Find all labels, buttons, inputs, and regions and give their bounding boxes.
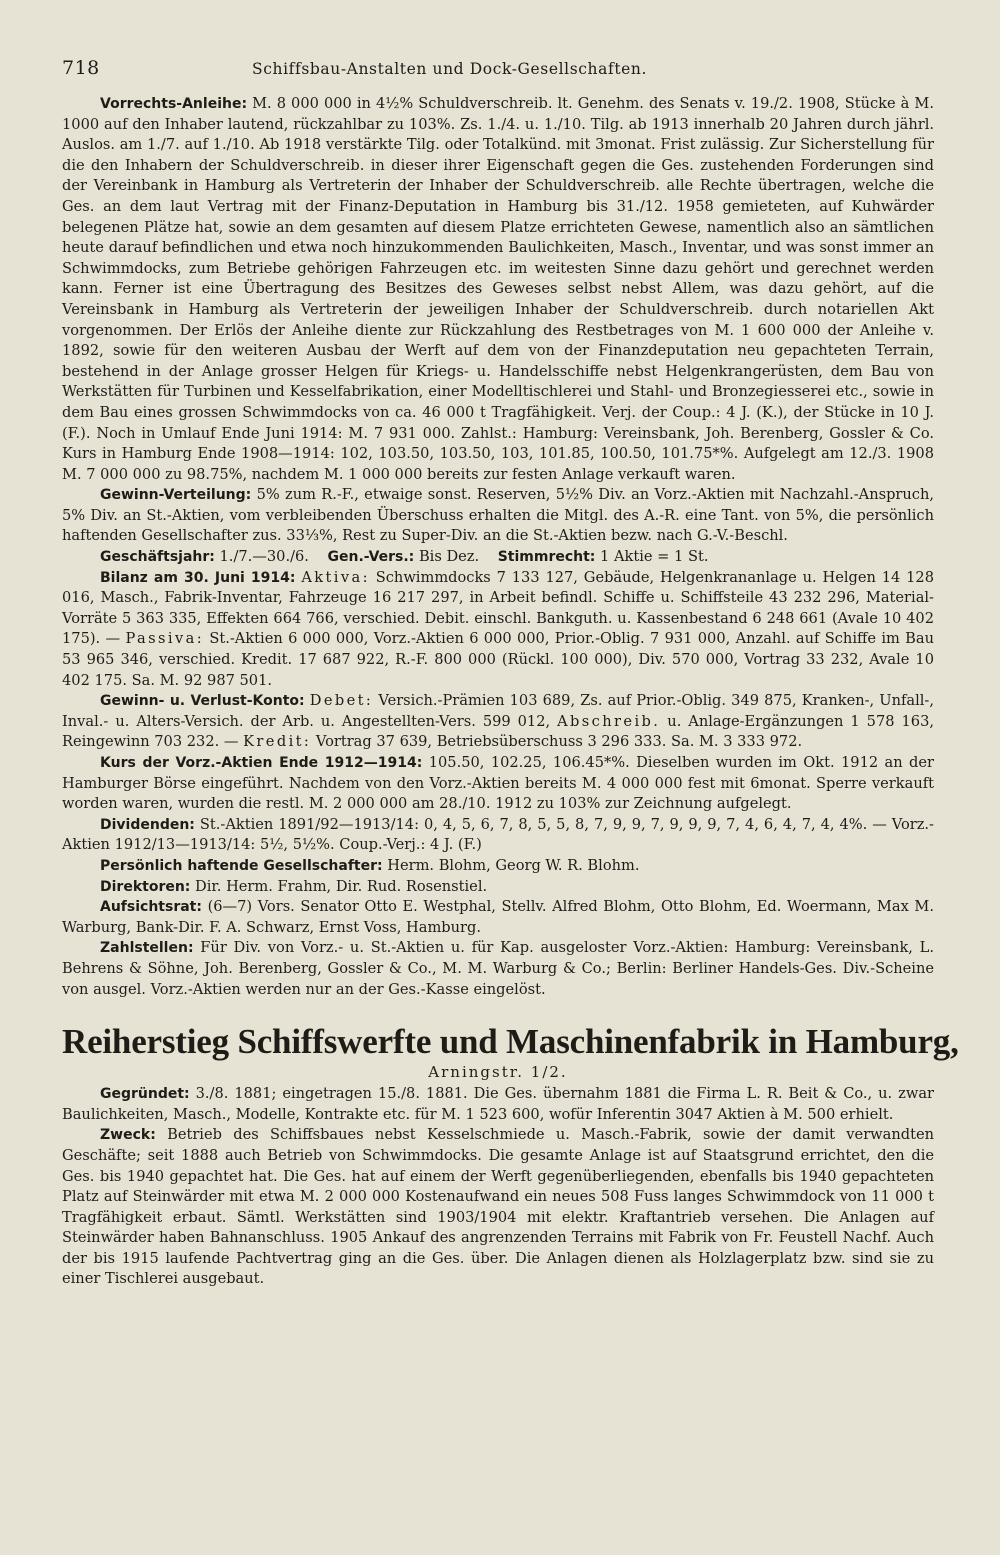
section-text: Schwimmdocks 7 133 127, Gebäude, Helgenkrananlage u. Helgen 14 128 016, Masch., Fabrik-Inventar, Fahrzeuge 16 217 297, in Arbeit befindl. Schiffe u. Schiffsteile 43 232 296, Material-Vorräte 5 363 335, Effekten 664 766, verschied. Debit. einschl. Bankguth. u. Kassenbestand 6 248 661 (Avale 10 402 175). — [62, 568, 934, 648]
section-label: Gewinn-Verteilung: [100, 487, 252, 504]
section-text: Herm. Blohm, Georg W. R. Blohm. [387, 856, 640, 874]
section-text: 5% zum R.-F., etwaige sonst. Reserven, 5½% Div. an Vorz.-Aktien mit Nachzahl.-Anspruch, 5% Div. an St.-Aktien, vom verbleibenden Überschuss erhalten die Mitgl. des A.-R. eine Tant. von 5%, die persönlich haftenden Gesellschafter zus. 33⅓%, Rest zu Super-Div. an die St.-Aktien bezw. nach G.-V.-Beschl. [62, 486, 935, 545]
paragraph-aufsichtsrat [62, 897, 934, 938]
paragraph-gesellschafter [62, 856, 934, 877]
spaced-heading: Debet: [309, 692, 374, 710]
paragraph-bilanz [62, 568, 934, 692]
paragraph-direktoren [62, 877, 934, 898]
company-title: Reiherstieg Schiffswerfte und Maschinenfabrik in Hamburg, [62, 1022, 959, 1062]
section-text: 105.50, 102.25, 106.45*%. Dieselben wurden im Okt. 1912 an der Hamburger Börse eingeführt. Nachdem von den Vorz.-Aktien bereits M. 4 000 000 fest mit 6monat. Sperre verkauft worden waren, wurden die restl. M. 2 000 000 am 28./10. 1912 zu 103% zur Zeichnung aufgelegt. [62, 754, 934, 813]
paragraph-gewinn-verlust [62, 691, 934, 753]
section-text: Bis Dez. [418, 548, 480, 566]
paragraph-zahlstellen [62, 938, 934, 1000]
section-label: Bilanz am 30. Juni 1914: [100, 569, 296, 586]
running-title: Schiffsbau-Anstalten und Dock-Gesellschaften. [252, 60, 648, 78]
section-text: Dir. Herm. Frahm, Dir. Rud. Rosenstiel. [195, 877, 488, 895]
paragraph-geschaeftsjahr [62, 547, 934, 568]
section-label: Dividenden: [100, 816, 195, 833]
body-text [62, 94, 934, 1000]
section-label: Zahlstellen: [100, 940, 194, 957]
section-text: u. Anlage-Ergänzungen 1 578 163, Reingewinn 703 232. — [62, 712, 934, 751]
section-text: St.-Aktien 6 000 000, Vorz.-Aktien 6 000 000, Prior.-Oblig. 7 931 000, Anzahl. auf Schiffe im Bau 53 965 346, verschied. Kredit. 17 687 922, R.-F. 800 000 (Rückl. 100 000), Div. 570 000, Vortrag 33 232, Avale 10 402 175. Sa. M. 92 987 501. [62, 630, 934, 689]
section-text: Vortrag 37 639, Betriebsüberschuss 3 296 333. Sa. M. 3 333 972. [311, 733, 803, 751]
company-address: Arningstr. 1/2. [428, 1063, 568, 1082]
section-text: 1./7.—30./6. [219, 548, 309, 566]
section-text: 3./8. 1881; eingetragen 15./8. 1881. Die Ges. übernahm 1881 die Firma L. R. Beit & Co., u. zwar Baulichkeiten, Masch., Modelle, Kontrakte etc. für M. 1 523 600, wofür Inferentin 3047 Aktien à M. 500 erhielt. [62, 1085, 935, 1123]
section-label: Zweck: [100, 1127, 156, 1144]
section-label: Vorrechts-Anleihe: [100, 96, 248, 112]
section-label: Gen.-Vers.: [327, 549, 415, 566]
paragraph-dividenden [62, 815, 934, 856]
section-label: Aufsichtsrat: [100, 899, 202, 916]
paragraph-gegruendet [62, 1084, 934, 1125]
spaced-heading: Passiva: [125, 630, 205, 648]
section-label: Gegründet: [100, 1086, 190, 1103]
spaced-heading: Abschreib. [557, 712, 661, 730]
section-label: Gewinn- u. Verlust-Konto: [100, 693, 305, 710]
section-label: Persönlich haftende Gesellschafter: [100, 857, 383, 874]
section-label: Stimmrecht: [497, 549, 596, 566]
section-label: Kurs der Vorz.-Aktien Ende 1912—1914: [100, 755, 423, 771]
section-text: St.-Aktien 1891/92—1913/14: 0, 4, 5, 6, 7, 8, 5, 5, 8, 7, 9, 9, 7, 9, 9, 9, 7, 4, 6, 4, 7, 4, 4%. — Vorz.-Aktien 1912/13—1913/14: 5½, 5½%. Coup.-Verj.: 4 J. (F.) [62, 815, 934, 854]
paragraph-vorrechts-anleihe [62, 94, 934, 485]
section-text: Betrieb des Schiffsbaues nebst Kesselschmiede u. Masch.-Fabrik, sowie der damit verwandten Geschäfte; seit 1888 auch Betrieb von Schwimmdocks. Die gesamte Anlage ist auf Staatsgrund errichtet, den die Ges. bis 1940 gepachtet hat. Die Ges. hat auf einem der Werft gegenüberliegenden, ebenfalls bis 1940 gepachteten Platz auf Steinwärder mit etwa M. 2 000 000 Kostenaufwand ein neues 508 Fuss langes Schwimmdock von 11 000 t Tragfähigkeit erbaut. Sämtl. Werkstätten sind 1903/1904 mit elektr. Kraftantrieb versehen. Die Anlagen auf Steinwärder haben Bahnanschluss. 1905 Ankauf des angrenzenden Terrains mit Fabrik von Fr. Feustell Nachf. Auch der bis 1915 laufende Pachtvertrag ging an die Ges. über. Die Anlagen dienen als Holzlagerplatz bzw. sind sie zu einer Tischlerei ausgebaut. [62, 1126, 934, 1288]
paragraph-kurs-vorz-aktien [62, 753, 934, 815]
spaced-heading: Kredit: [243, 733, 312, 751]
section-label: Geschäftsjahr: [100, 549, 215, 566]
spaced-heading: Aktiva: [301, 568, 370, 586]
section-text: 1 Aktie = 1 St. [600, 548, 709, 566]
paragraph-gewinn-verteilung [62, 485, 934, 547]
company-body-text [62, 1084, 934, 1290]
page-number: 718 [62, 57, 100, 79]
section-text: M. 8 000 000 in 4½% Schuldverschreib. lt. Genehm. des Senats v. 19./2. 1908, Stücke à M. 1000 auf den Inhaber lautend, rückzahlbar zu 103%. Zs. 1./4. u. 1./10. Tilg. ab 1913 innerhalb 20 Jahren durch jährl. Auslos. am 1./7. auf 1./10. Ab 1918 verstärkte Tilg. oder Totalkünd. mit 3monat. Frist zulässig. Zur Sicherstellung für die den Inhabern der Schuldverschreib. in dieser ihrer Eigenschaft gegen die Ges. zustehenden Forderungen sind der Vereinbank in Hamburg als Vertreterin der Inhaber der Schuldverschreib. alle Rechte übertragen, welche die Ges. an dem laut Vertrag mit der Finanz-Deputation in Hamburg bis 31./12. 1958 gemieteten, auf Kuhwärder belegenen Plätze hat, sowie an dem gesamten auf diesem Platze errichteten Gewese, namentlich also an sämtlichen heute darauf befindlichen und etwa noch hinzukommenden Baulichkeiten, Masch., Inventar, und was sonst immer an Schwimmdocks, zum Betriebe gehörigen Fahrzeugen etc. im weitesten Sinne dazu gehört und gerechnet werden kann. Ferner ist eine Übertragung des Besitzes des Geweses selbst nebst Allem, was dazu gehört, auf die Vereinsbank in Hamburg als Vertreterin der jeweiligen Inhaber der Schuldverschreib. durch notariellen Akt vorgenommen. Der Erlös der Anleihe diente zur Rückzahlung des Restbetrages von M. 1 600 000 der Anleihe v. 1892, sowie für den weiteren Ausbau der Werft auf dem von der Finanzdeputation neu gepachteten Terrain, bestehend in der Anlage grosser Helgen für Kriegs- u. Handelsschiffe nebst Helgenkrangerüsten, dem Bau von Werkstätten für Turbinen und Kesselfabrikation, einer Modelltischlerei und Stahl- und Bronzegiesserei etc., sowie in dem Bau eines grossen Schwimmdocks von ca. 46 000 t Tragfähigkeit. Verj. der Coup.: 4 J. (K.), der Stücke in 10 J. (F.). Noch in Umlauf Ende Juni 1914: M. 7 931 000. Zahlst.: Hamburg: Vereinsbank, Joh. Berenberg, Gossler & Co. Kurs in Hamburg Ende 1908—1914: 102, 103.50, 103.50, 103, 101.85, 100.50, 101.75*%. Aufgelegt am 12./3. 1908 M. 7 000 000 zu 98.75%, nachdem M. 1 000 000 bereits zur festen Anlage verkauft waren. [62, 95, 934, 483]
section-text: (6—7) Vors. Senator Otto E. Westphal, Stellv. Alfred Blohm, Otto Blohm, Ed. Woermann, Max M. Warburg, Bank-Dir. F. A. Schwarz, Ernst Voss, Hamburg. [62, 898, 934, 936]
paragraph-zweck [62, 1125, 934, 1290]
section-text: Für Div. von Vorz.- u. St.-Aktien u. für Kap. ausgeloster Vorz.-Aktien: Hamburg: Vereinsbank, L. Behrens & Söhne, Joh. Berenberg, Gossler & Co., M. M. Warburg & Co.; Berlin: Berliner Handels-Ges. Div.-Scheine von ausgel. Vorz.-Aktien werden nur an der Ges.-Kasse eingelöst. [62, 939, 935, 998]
section-text: Versich.-Prämien 103 689, Zs. auf Prior.-Oblig. 349 875, Kranken-, Unfall-, Inval.- u. Alters-Versich. der Arb. u. Angestellten-Vers. 599 012, [62, 692, 934, 730]
page-header [62, 58, 934, 92]
section-label: Direktoren: [100, 878, 191, 895]
